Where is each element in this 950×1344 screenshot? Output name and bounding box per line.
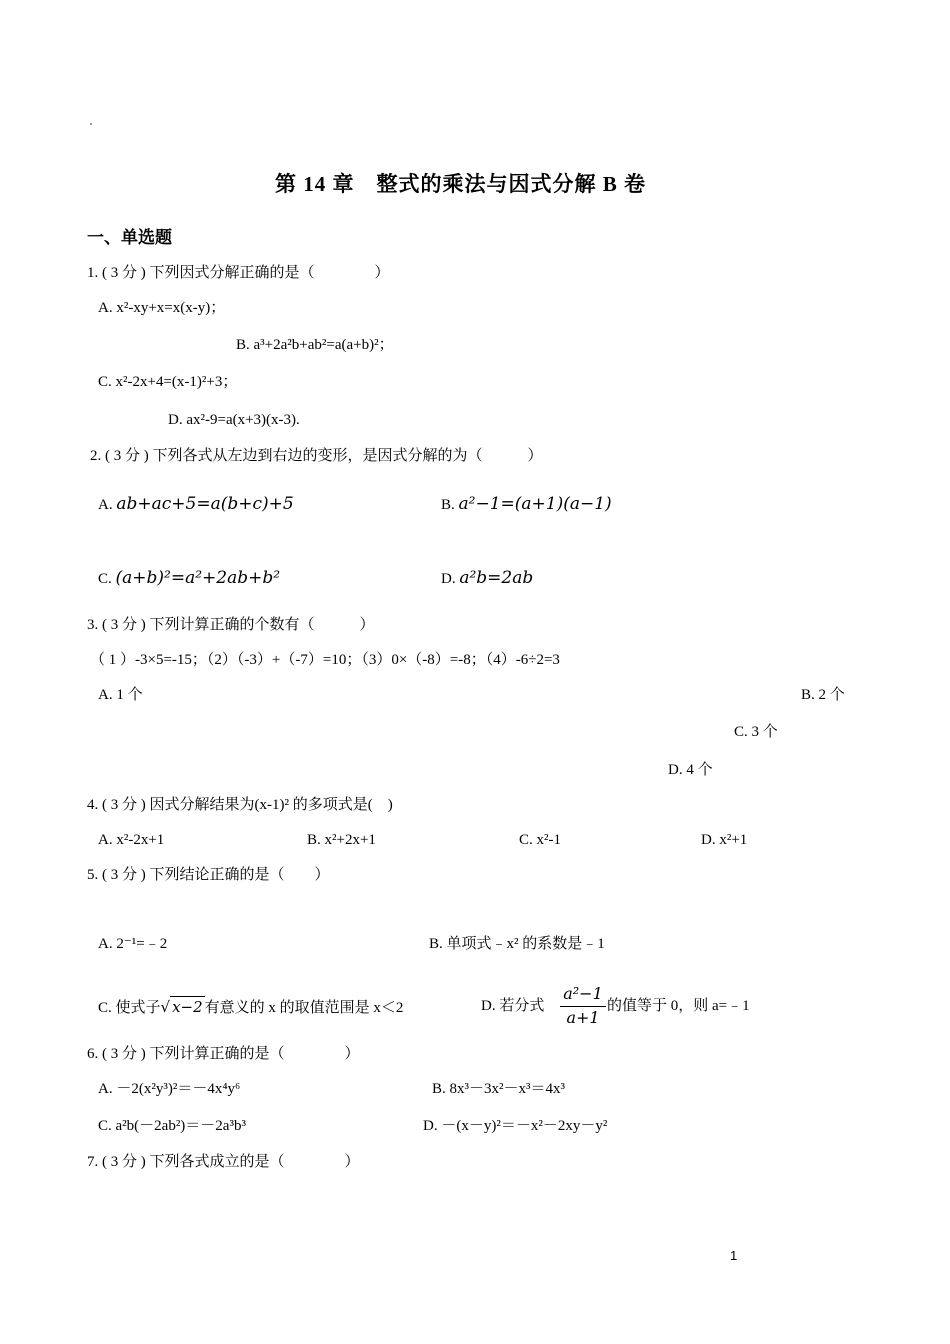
page-number: 1 xyxy=(730,1248,738,1263)
question-3-option-d: D. 4 个 xyxy=(668,762,713,778)
stray-mark xyxy=(90,123,92,125)
question-4-option-c: C. x²-1 xyxy=(519,832,561,848)
question-3-option-c: C. 3 个 xyxy=(734,724,778,740)
question-2-stem: 2. ( 3 分 ) 下列各式从左边到右边的变形，是因式分解的为（ ） xyxy=(90,448,543,464)
fraction-numerator: a²−1 xyxy=(560,984,606,1007)
question-5-option-d-suffix: 的值等于 0，则 a=﹣1 xyxy=(607,998,750,1014)
option-label: D. xyxy=(441,571,456,587)
question-5-option-d-prefix: D. 若分式 xyxy=(481,998,545,1014)
option-prefix: C. 使式子 xyxy=(98,1000,161,1016)
question-3-stem: 3. ( 3 分 ) 下列计算正确的个数有（ ） xyxy=(87,617,375,633)
option-formula: a²−1=(a+1)(a−1) xyxy=(458,494,612,514)
question-2-option-d xyxy=(441,568,533,589)
question-4-option-d: D. x²+1 xyxy=(701,832,748,848)
question-1-option-b: B. a³+2a²b+ab²=a(a+b)²； xyxy=(236,337,394,353)
question-3-option-b: B. 2 个 xyxy=(801,687,845,703)
question-7-stem: 7. ( 3 分 ) 下列各式成立的是（ ） xyxy=(87,1154,360,1170)
section-heading: 一、单选题 xyxy=(87,228,172,247)
question-3-items: （ 1 ）-3×5=-15；（2）（-3）+（-7）=10；（3）0×（-8）=-8；（4）-6÷2=3 xyxy=(90,652,560,668)
question-6-option-b: B. 8x³－3x²－x³＝4x³ xyxy=(432,1081,565,1097)
question-4-stem: 4. ( 3 分 ) 因式分解结果为(x-1)² 的多项式是( ) xyxy=(87,797,393,813)
radical-sign: √ xyxy=(160,998,171,1016)
question-2-option-a xyxy=(98,494,294,515)
option-label: C. xyxy=(98,571,112,587)
question-1-option-d: D. ax²-9=a(x+3)(x-3). xyxy=(168,412,300,428)
question-6-option-d: D. －(x－y)²＝－x²－2xy－y² xyxy=(423,1118,608,1134)
question-3-option-a: A. 1 个 xyxy=(98,687,143,703)
option-label: B. xyxy=(441,497,455,513)
question-5-stem: 5. ( 3 分 ) 下列结论正确的是（ ） xyxy=(87,867,330,883)
question-5-option-a: A. 2⁻¹=﹣2 xyxy=(98,936,168,952)
option-label: A. xyxy=(98,497,113,513)
fraction-denominator: a+1 xyxy=(566,1008,600,1027)
question-1-option-c: C. x²-2x+4=(x-1)²+3； xyxy=(98,374,238,390)
fraction xyxy=(560,984,606,1029)
question-4-option-b: B. x²+2x+1 xyxy=(307,832,376,848)
question-1-option-a: A. x²-xy+x=x(x-y)； xyxy=(98,300,226,316)
question-2-option-b xyxy=(441,494,612,515)
question-1-stem: 1. ( 3 分 ) 下列因式分解正确的是（ ） xyxy=(87,265,390,281)
question-5-option-c xyxy=(98,996,403,1018)
option-suffix: 有意义的 x 的取值范围是 x＜2 xyxy=(204,1000,404,1016)
question-6-option-a: A. －2(x²y³)²＝－4x⁴y⁶ xyxy=(98,1081,241,1097)
option-formula: (a+b)²=a²+2ab+b² xyxy=(115,568,281,588)
page-title: 第 14 章 整式的乘法与因式分解 B 卷 xyxy=(275,172,647,196)
question-4-option-a: A. x²-2x+1 xyxy=(98,832,165,848)
question-6-stem: 6. ( 3 分 ) 下列计算正确的是（ ） xyxy=(87,1046,360,1062)
question-2-option-c xyxy=(98,568,280,589)
option-formula: a²b=2ab xyxy=(459,568,534,588)
question-5-option-b: B. 单项式﹣x² 的系数是﹣1 xyxy=(429,936,605,952)
radicand: x−2 xyxy=(172,998,203,1016)
option-formula: ab+ac+5=a(b+c)+5 xyxy=(116,494,294,514)
question-6-option-c: C. a²b(－2ab²)＝－2a³b³ xyxy=(98,1118,246,1134)
